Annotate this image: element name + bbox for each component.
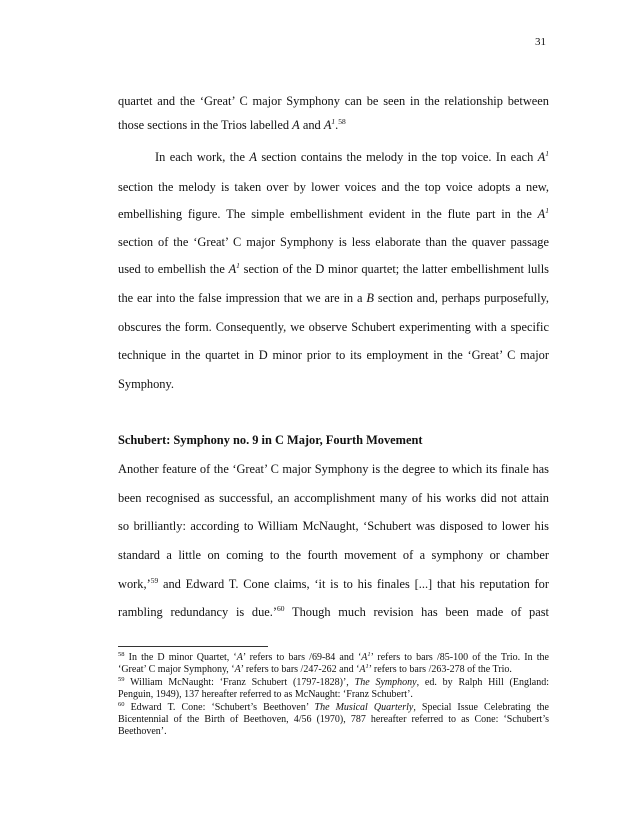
- body-line: Symphony.: [118, 377, 174, 391]
- body-line: those sections in the Trios labelled A and $A^1.^{58}$: [118, 117, 346, 132]
- body-line: technique in the quartet in D minor prior to its employment in the ‘Great’ C major: [118, 348, 549, 362]
- footnote-59: $^{59}$ William McNaught: ‘Franz Schubert (1797-1828)’, The Symphony, ed. by Ralph Hill (England:: [118, 676, 549, 688]
- footnote-58-cont: ‘Great’ C major Symphony, ‘A’ refers to bars /247-262 and ‘$A^1$’ refers to bars /263-278 of the Trio.: [118, 663, 512, 675]
- body-line: embellishing figure. The simple embellishment evident in the flute part in the $A^1$: [118, 206, 549, 221]
- footnote-divider: [118, 646, 268, 647]
- body-line: section of the ‘Great’ C major Symphony is less elaborate than the quaver passage: [118, 235, 549, 249]
- footnote-ref-58[interactable]: 58: [338, 117, 346, 126]
- footnote-60-cont: Beethoven’.: [118, 726, 167, 737]
- body-line: used to embellish the $A^1$ section of the D minor quartet; the latter embellishment lulls: [118, 261, 549, 276]
- body-line: rambling redundancy is due.’$^{60}$ Though much revision has been made of past: [118, 604, 550, 619]
- footnote-58: $^{58}$ In the D minor Quartet, ‘A’ refers to bars /69-84 and ‘$A^1$’ refers to bars /85-100 of the Trio. In the: [118, 651, 549, 663]
- body-line: Another feature of the ‘Great’ C major Symphony is the degree to which its finale has: [118, 462, 549, 476]
- body-line: so brilliantly: according to William McNaught, ‘Schubert was disposed to lower his: [118, 519, 549, 533]
- page-number: 31: [535, 36, 546, 48]
- body-line: the ear into the false impression that we are in a B section and, perhaps purposefully,: [118, 291, 549, 305]
- footnote-ref-60[interactable]: 60: [277, 604, 285, 613]
- footnote-59-cont: Penguin, 1949), 137 hereafter referred to as McNaught: ‘Franz Schubert’.: [118, 689, 413, 700]
- body-line: In each work, the A section contains the melody in the top voice. In each $A^1$: [155, 149, 550, 164]
- body-line: section the melody is taken over by lower voices and the top voice adopts a new,: [118, 180, 549, 194]
- footnote-60: $^{60}$ Edward T. Cone: ‘Schubert’s Beethoven’ The Musical Quarterly, Special Issue Celebrating the: [118, 701, 549, 713]
- body-line: quartet and the ‘Great’ C major Symphony can be seen in the relationship between: [118, 94, 549, 108]
- section-heading: Schubert: Symphony no. 9 in C Major, Fourth Movement: [118, 433, 423, 447]
- body-line: standard a little on coming to the fourth movement of a symphony or chamber: [118, 548, 549, 562]
- body-line: been recognised as successful, an accomplishment many of his works did not attain: [118, 491, 549, 505]
- footnote-ref-59[interactable]: 59: [150, 576, 159, 585]
- footnote-60-cont: Bicentennial of the Birth of Beethoven, 4/56 (1970), 787 hereafter referred to as Cone: ‘Schubert’s: [118, 714, 549, 725]
- body-line: work,’$^{59}$ and Edward T. Cone claims, ‘it is to his finales [...] that his reputation for: [118, 576, 549, 591]
- body-line: obscures the form. Consequently, we observe Schubert experimenting with a specific: [118, 320, 549, 334]
